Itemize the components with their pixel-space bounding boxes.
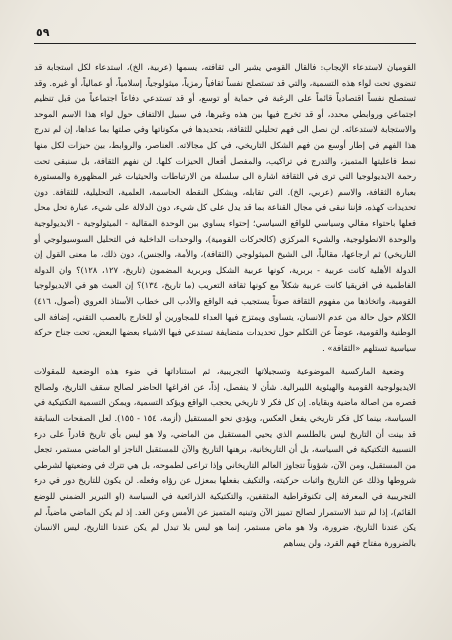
paragraph: وضعية الماركسية الموضوعية وتسجيلاتها التجريبية، ثم استناداتها في ضوء هذه الوضعية للمقولات الايديولوجية القومية والهيئوية الليبرالية. شأن لا ينفصل، إذاً، عن افراغها الحاضر لصالح سقف التاريخ، ولصالح قصره من اصالة ماضية وبقاياه. إن كل فكر لا تاريخي يحجب الواقع ويؤكد التسمية، ويمكن التسمية التكتيكية في السياسة، بينما كل فكر تاريخي يفعل العكس، ويؤدي نحو المستقبل (أزمة، ١٥٤ - ١٥٥). لعل الصفحات السابقة قد بينت أن التاريخ ليس بالطلسم الذي يحيي المستقبل من الماضي، ولا هو ليس بأي تاريخ قادراً على درء النسبية التكتيكية في السياسة، بل أن التاريخانية، برهنها التاريخ والآن للمستقبل الناجز او الماضي مستمر، تجعل من المستقبل، ومن الآن، شؤوناً تتجاوز العالم التاريخاني وإذا تراعى لطموحه، بل هي تترك في وضعيتها لشرطي شروطها وذلك عن التاريخ واثبات حركيته، والتكيف بفعلها بمعزل عن رؤاه وفعله. لن يكون للتاريخ دور في درء التجريبية في المعرفة إلى تكنوقراطية المثقفين، والتكتيكية الذرائعية في السياسة (او التبرير الضمني للوضع القائم)، إذا لم تنبذ الاستمرار لصالح تمييز الآن وتبنيه المتميز عن الأمس وعن الغد. إذ لم يكن الماضي ماضياً، لم يكن عندنا التاريخ، ضرورة، ولا هو ماض مستمر، إنما هو ليس بلا تبدل لم يكن عندنا التاريخ، ليس الانسان بالضرورة مفتاح فهم القرد، ولن يساهم bbox=[34, 366, 417, 548]
header-rule bbox=[34, 43, 416, 44]
page-number: ٥٩ bbox=[36, 26, 50, 39]
page-header bbox=[34, 26, 416, 44]
body-text bbox=[34, 60, 416, 551]
paragraph: القوميان لاستدعاء الإيجاب: فالقال القومي يشير الى ثقافته، يسمها (عربية، الخ)، استدعاء لكل استجابة قد تنضوي تحت لواء هذه التسمية، والتي قد تستصلح نفساً ثقافياً رمزياً، ميثولوجياً، إسلامياً، أو عمالياً، أو غيره. وقد تستصلح نفساً اقتصادياً قائماً على الرغبة في حماية أو توسع، أو قد تستدعي دفاعاً اجتماعياً من قبل تنظيم اجتماعي وروابطي محدد، أو قد تخرج فيها بين هذه وغيرها، في سبيل الالتفاف حول لواء هذا الاسم الموحد والاستجابة لاستدعائه. لن نصل الى فهم تحليلي للثقافة، بتحديدها في مكوناتها وفي صلتها بما عداها، إن لم ندرج هذا الفهم في إطار أوسع من فهم الشكل التاريخي، في كل مجالاته. العناصر، والروابط، بين حيزات لكل منها نمط فاعليتها المتميز، والتدرج في تراكيب، والمفصل أفعال الحيزات كلها. لن نفهم الثقافة، بل سنبقى تحت رحمة الايديولوجيا التي ترى في الثقافة اشارة الى سلسلة من الارتباطات والحيثيات غير المظهورة والمستورة بعبارة الثقافة، والاسم (عربي، الخ). التي تقابله، ويشكل النقطة الحاسمة، العلمية، التحليلية، للثقافة. دون تحديدات كهذه، فإننا نبقى في مجال القناعة بما قد يدل على كل شيء، دون الدلالة على شيء، عبارة تحل محل فعلها باحتواء مقالي وسياسي للواقع السياسي؛ إحتواء يساوي بين الوحدة المقالية - الميثولوجية - الايديولوجية والوحدة الانطولوجية، والشيء المركزي (كالحركات القومية)، والوحدات الداخلية في التحليل السوسيولوجي أو التاريخي) ثم ارجاعها، مقالياً، الى الشيخ الميثولوجي (الثقافة)، والأمة، والجنس)، دون ذلك، ما معنى القول إن الدولة الأهلية كانت عربية - بربرية، كونها عربية الشكل وبربرية المضمون (تاريخ، ١٢٧، ١٢٨)؟ وان الدولة الفاطمية في افريقيا كانت عربية شكلاً مع كونها ثقافة التعريب (ما تاريخ، ١٣٤)؟ إن العبث هو في الايديولوجيا القومية، واتخاذها من مفهوم الثقافة صوتاً يستجيب فيه الواقع والأدب الى خطاب الأستاذ العروي (أصول، ٤١٦) الكلام حول حالة من عدم الانسان، يتساوى ويمتزج فيها العداء للمجاورين أو للخارج بالعصب التقني، إضافة الى الوطنية والقومية، عوضاً عن التكلم حول تحديدات متضايفة تستدعي فيها الاشياء بعضها البعض، تحت جناح حركة سياسية تستلهم «الثقافة» . bbox=[34, 62, 416, 353]
